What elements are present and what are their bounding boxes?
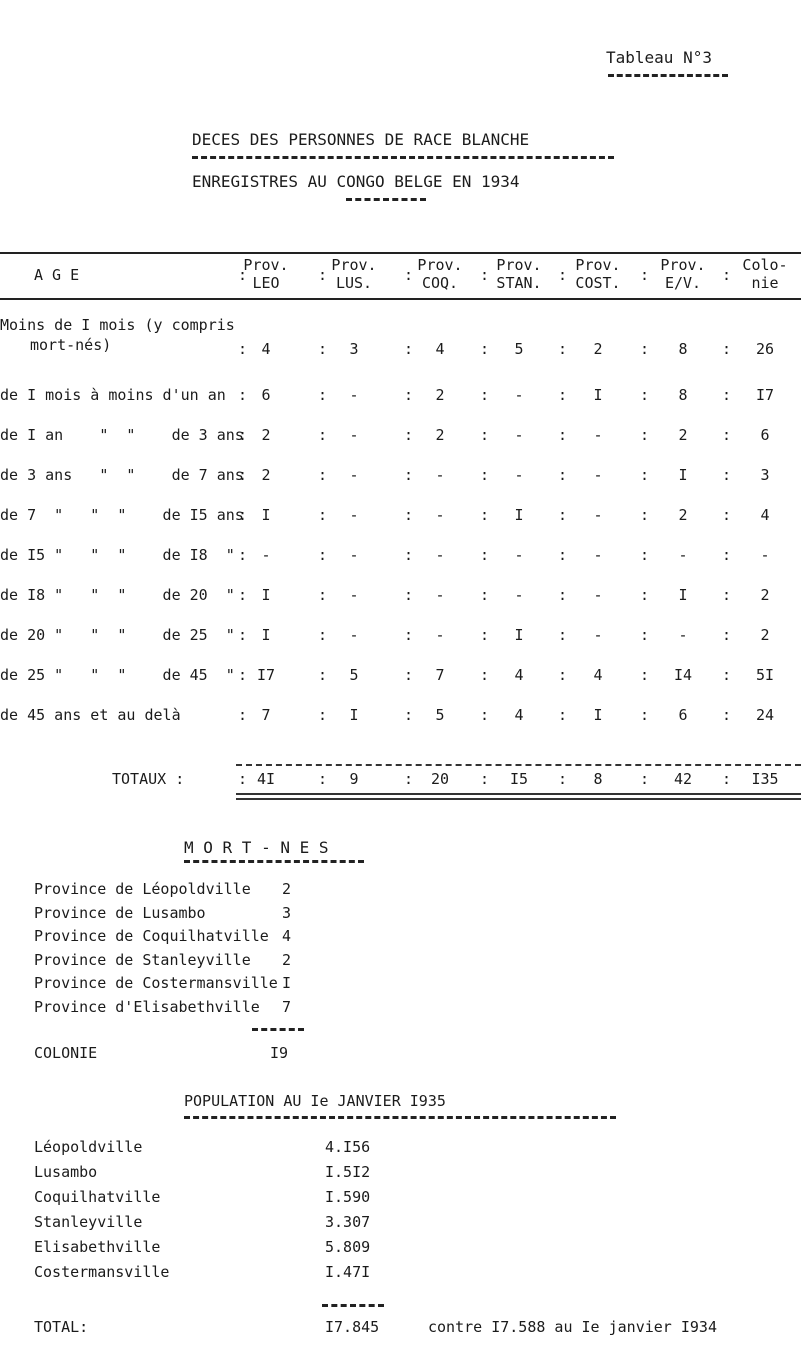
colonie-value: I9 xyxy=(270,1044,289,1062)
column-separator xyxy=(480,666,486,684)
column-separator xyxy=(238,466,244,484)
table-cell: 2 xyxy=(760,626,770,644)
table-cell: - xyxy=(349,546,359,564)
table-cell: I4 xyxy=(673,666,693,684)
column-separator xyxy=(318,266,324,284)
column-separator xyxy=(318,666,324,684)
column-separator xyxy=(558,586,564,604)
column-separator xyxy=(480,340,486,358)
table-cell: 2 xyxy=(678,506,688,524)
population-value: I.590 xyxy=(325,1188,371,1206)
table-cell: 2 xyxy=(435,426,445,444)
table-cell: - xyxy=(435,586,445,604)
table-cell: 8 xyxy=(678,386,688,404)
population-total-value: I7.845 xyxy=(325,1318,380,1336)
total-cell: 20 xyxy=(430,770,450,788)
column-separator xyxy=(722,506,728,524)
table-cell: 5I xyxy=(755,666,775,684)
column-separator xyxy=(558,666,564,684)
column-separator xyxy=(238,386,244,404)
column-separator xyxy=(558,546,564,564)
table-cell: 3 xyxy=(349,340,359,358)
column-separator xyxy=(480,626,486,644)
row-label: de I mois à moins d'un an xyxy=(0,386,226,404)
table-cell: - xyxy=(349,466,359,484)
column-header-line2: LUS. xyxy=(335,274,373,292)
mort-nes-province: Province d'Elisabethville xyxy=(34,997,260,1016)
column-separator xyxy=(238,506,244,524)
total-cell: 8 xyxy=(593,770,603,788)
row-label: de 45 ans et au delà xyxy=(0,706,181,724)
column-separator xyxy=(722,546,728,564)
table-cell: I xyxy=(678,466,688,484)
column-separator xyxy=(640,706,646,724)
population-comparison: contre I7.588 au Ie janvier I934 xyxy=(428,1318,717,1336)
column-separator xyxy=(558,466,564,484)
column-separator xyxy=(238,266,244,284)
table-cell: - xyxy=(678,546,688,564)
column-header-line1: Prov. xyxy=(660,256,706,274)
column-separator xyxy=(480,586,486,604)
table-cell: - xyxy=(349,426,359,444)
population-total-rule xyxy=(322,1304,384,1307)
column-header-line1: Prov. xyxy=(243,256,289,274)
table-cell: 26 xyxy=(755,340,775,358)
column-header-line2: nie xyxy=(751,274,779,292)
column-separator xyxy=(722,626,728,644)
table-top-rule xyxy=(0,252,801,254)
population-city: Coquilhatville xyxy=(34,1188,161,1206)
column-separator xyxy=(722,426,728,444)
column-separator xyxy=(404,706,410,724)
column-separator xyxy=(558,426,564,444)
column-separator xyxy=(238,770,244,788)
mort-nes-value: 2 xyxy=(282,950,292,969)
column-separator xyxy=(404,266,410,284)
column-separator xyxy=(238,586,244,604)
column-separator xyxy=(558,706,564,724)
column-separator xyxy=(404,626,410,644)
row-label: de I8 " " " de 20 " xyxy=(0,586,235,604)
table-cell: 24 xyxy=(755,706,775,724)
table-cell: 7 xyxy=(261,706,271,724)
table-cell: - xyxy=(435,466,445,484)
mort-nes-heading: M O R T - N E S xyxy=(184,838,329,857)
table-cell: 4 xyxy=(593,666,603,684)
column-separator xyxy=(318,706,324,724)
mort-nes-province: Province de Léopoldville xyxy=(34,880,251,898)
mort-nes-underline xyxy=(184,860,364,863)
column-separator xyxy=(238,666,244,684)
table-cell: 6 xyxy=(678,706,688,724)
mort-nes-province: Province de Lusambo xyxy=(34,903,206,922)
column-separator xyxy=(318,426,324,444)
tableau-label: Tableau N°3 xyxy=(606,48,712,67)
column-separator xyxy=(480,386,486,404)
total-cell: I35 xyxy=(751,770,779,788)
column-separator xyxy=(318,626,324,644)
column-header-line1: Prov. xyxy=(331,256,377,274)
table-cell: I7 xyxy=(256,666,276,684)
column-separator xyxy=(318,340,324,358)
column-separator xyxy=(640,770,646,788)
column-separator xyxy=(640,626,646,644)
column-separator xyxy=(722,586,728,604)
table-cell: - xyxy=(593,626,603,644)
column-separator xyxy=(238,626,244,644)
column-separator xyxy=(404,466,410,484)
population-value: 3.307 xyxy=(325,1213,371,1231)
table-cell: I xyxy=(514,626,524,644)
column-separator xyxy=(640,266,646,284)
column-separator xyxy=(558,626,564,644)
table-cell: - xyxy=(435,626,445,644)
mort-nes-total-rule xyxy=(252,1028,304,1031)
column-separator xyxy=(404,506,410,524)
column-separator xyxy=(640,666,646,684)
column-separator xyxy=(640,426,646,444)
column-separator xyxy=(558,340,564,358)
population-value: 4.I56 xyxy=(325,1138,371,1156)
table-cell: - xyxy=(261,546,271,564)
table-cell: I7 xyxy=(755,386,775,404)
population-total-label: TOTAL: xyxy=(34,1318,89,1336)
column-header-line2: STAN. xyxy=(496,274,542,292)
column-separator xyxy=(404,426,410,444)
column-separator xyxy=(480,466,486,484)
table-cell: I xyxy=(514,506,524,524)
table-cell: 4 xyxy=(435,340,445,358)
mort-nes-province: Province de Coquilhatville xyxy=(34,927,269,945)
column-header-line1: Prov. xyxy=(417,256,463,274)
column-header-line1: Colo- xyxy=(742,256,788,274)
column-separator xyxy=(318,466,324,484)
column-separator xyxy=(640,386,646,404)
totals-double-rule xyxy=(236,793,801,800)
row-label-continued: mort-nés) xyxy=(30,336,112,354)
column-separator xyxy=(480,546,486,564)
table-cell: - xyxy=(678,626,688,644)
table-cell: 2 xyxy=(435,386,445,404)
column-separator xyxy=(404,340,410,358)
table-cell: 2 xyxy=(593,340,603,358)
table-cell: - xyxy=(435,546,445,564)
table-cell: 5 xyxy=(349,666,359,684)
column-header-line1: Prov. xyxy=(496,256,542,274)
column-separator xyxy=(404,666,410,684)
table-cell: I xyxy=(261,586,271,604)
totals-label: TOTAUX : xyxy=(112,770,185,788)
population-city: Lusambo xyxy=(34,1163,98,1181)
table-header-rule xyxy=(0,298,801,300)
mort-nes-province: Province de Costermansville xyxy=(34,974,278,992)
row-label: de 3 ans " " de 7 ans xyxy=(0,466,244,484)
row-label: de 20 " " " de 25 " xyxy=(0,626,235,644)
column-header-line2: E/V. xyxy=(664,274,702,292)
population-value: 5.809 xyxy=(325,1238,371,1256)
mort-nes-value: I xyxy=(282,974,292,992)
column-separator xyxy=(640,340,646,358)
column-separator xyxy=(404,770,410,788)
table-cell: - xyxy=(349,506,359,524)
column-separator xyxy=(480,266,486,284)
total-cell: 42 xyxy=(673,770,693,788)
mort-nes-province: Province de Stanleyville xyxy=(34,950,251,969)
column-separator xyxy=(558,266,564,284)
column-separator xyxy=(640,586,646,604)
row-label: de 25 " " " de 45 " xyxy=(0,666,235,684)
table-cell: 5 xyxy=(514,340,524,358)
table-cell: 4 xyxy=(514,706,524,724)
title-underline-1 xyxy=(192,156,614,159)
mort-nes-value: 7 xyxy=(282,997,292,1016)
column-separator xyxy=(238,340,244,358)
table-cell: 8 xyxy=(678,340,688,358)
table-cell: 4 xyxy=(261,340,271,358)
table-cell: - xyxy=(593,546,603,564)
column-separator xyxy=(238,706,244,724)
mort-nes-value: 4 xyxy=(282,927,292,945)
column-separator xyxy=(722,666,728,684)
table-cell: 2 xyxy=(678,426,688,444)
population-heading: POPULATION AU Ie JANVIER I935 xyxy=(184,1092,446,1110)
column-separator xyxy=(722,266,728,284)
column-separator xyxy=(722,386,728,404)
table-cell: I xyxy=(261,506,271,524)
column-separator xyxy=(722,706,728,724)
column-separator xyxy=(318,546,324,564)
column-separator xyxy=(558,770,564,788)
population-city: Stanleyville xyxy=(34,1213,143,1231)
column-separator xyxy=(404,386,410,404)
row-label: de 7 " " " de I5 ans xyxy=(0,506,244,524)
document-title-line2: ENREGISTRES AU CONGO BELGE EN 1934 xyxy=(192,172,520,191)
table-cell: 4 xyxy=(760,506,770,524)
table-cell: I xyxy=(593,706,603,724)
table-cell: - xyxy=(349,586,359,604)
column-separator xyxy=(480,706,486,724)
title-underline-2 xyxy=(346,198,426,201)
mort-nes-value: 2 xyxy=(282,880,292,898)
population-city: Elisabethville xyxy=(34,1238,161,1256)
table-cell: 7 xyxy=(435,666,445,684)
population-value: I.5I2 xyxy=(325,1163,371,1181)
age-header: A G E xyxy=(34,266,80,284)
column-separator xyxy=(404,546,410,564)
table-cell: I xyxy=(593,386,603,404)
column-separator xyxy=(238,546,244,564)
table-cell: - xyxy=(349,386,359,404)
column-separator xyxy=(318,586,324,604)
row-label: Moins de I mois (y compris xyxy=(0,316,235,334)
column-separator xyxy=(558,506,564,524)
column-header-line2: COST. xyxy=(575,274,621,292)
column-separator xyxy=(722,340,728,358)
column-separator xyxy=(318,506,324,524)
column-separator xyxy=(480,426,486,444)
table-cell: - xyxy=(514,586,524,604)
column-separator xyxy=(318,770,324,788)
column-separator xyxy=(318,386,324,404)
column-separator xyxy=(722,466,728,484)
population-city: Costermansville xyxy=(34,1263,170,1281)
table-cell: - xyxy=(514,466,524,484)
table-cell: - xyxy=(514,546,524,564)
population-underline xyxy=(184,1116,616,1119)
totals-rule xyxy=(236,764,801,766)
table-cell: - xyxy=(593,506,603,524)
total-cell: 9 xyxy=(349,770,359,788)
table-cell: - xyxy=(760,546,770,564)
tableau-underline xyxy=(608,74,728,77)
table-cell: I xyxy=(261,626,271,644)
table-cell: - xyxy=(514,386,524,404)
column-header-line1: Prov. xyxy=(575,256,621,274)
table-cell: - xyxy=(514,426,524,444)
mort-nes-value: 3 xyxy=(282,903,292,922)
row-label: de I5 " " " de I8 " xyxy=(0,546,235,564)
population-value: I.47I xyxy=(325,1263,371,1281)
column-separator xyxy=(640,506,646,524)
population-city: Léopoldville xyxy=(34,1138,143,1156)
table-cell: - xyxy=(593,426,603,444)
column-separator xyxy=(404,586,410,604)
column-separator xyxy=(480,770,486,788)
table-cell: 6 xyxy=(261,386,271,404)
column-separator xyxy=(722,770,728,788)
table-cell: - xyxy=(435,506,445,524)
column-header-line2: LEO xyxy=(252,274,280,292)
column-separator xyxy=(480,506,486,524)
total-cell: I5 xyxy=(509,770,529,788)
column-separator xyxy=(640,466,646,484)
table-cell: - xyxy=(593,586,603,604)
table-cell: - xyxy=(349,626,359,644)
column-separator xyxy=(558,386,564,404)
table-cell: I xyxy=(349,706,359,724)
table-cell: I xyxy=(678,586,688,604)
table-cell: 2 xyxy=(760,586,770,604)
column-separator xyxy=(238,426,244,444)
table-cell: 5 xyxy=(435,706,445,724)
table-cell: - xyxy=(593,466,603,484)
row-label: de I an " " de 3 ans xyxy=(0,426,244,444)
column-separator xyxy=(640,546,646,564)
colonie-label: COLONIE xyxy=(34,1044,98,1062)
table-cell: 3 xyxy=(760,466,770,484)
table-cell: 6 xyxy=(760,426,770,444)
total-cell: 4I xyxy=(256,770,276,788)
table-cell: 4 xyxy=(514,666,524,684)
table-cell: 2 xyxy=(261,466,271,484)
column-header-line2: COQ. xyxy=(421,274,459,292)
table-cell: 2 xyxy=(261,426,271,444)
document-title-line1: DECES DES PERSONNES DE RACE BLANCHE xyxy=(192,130,530,149)
